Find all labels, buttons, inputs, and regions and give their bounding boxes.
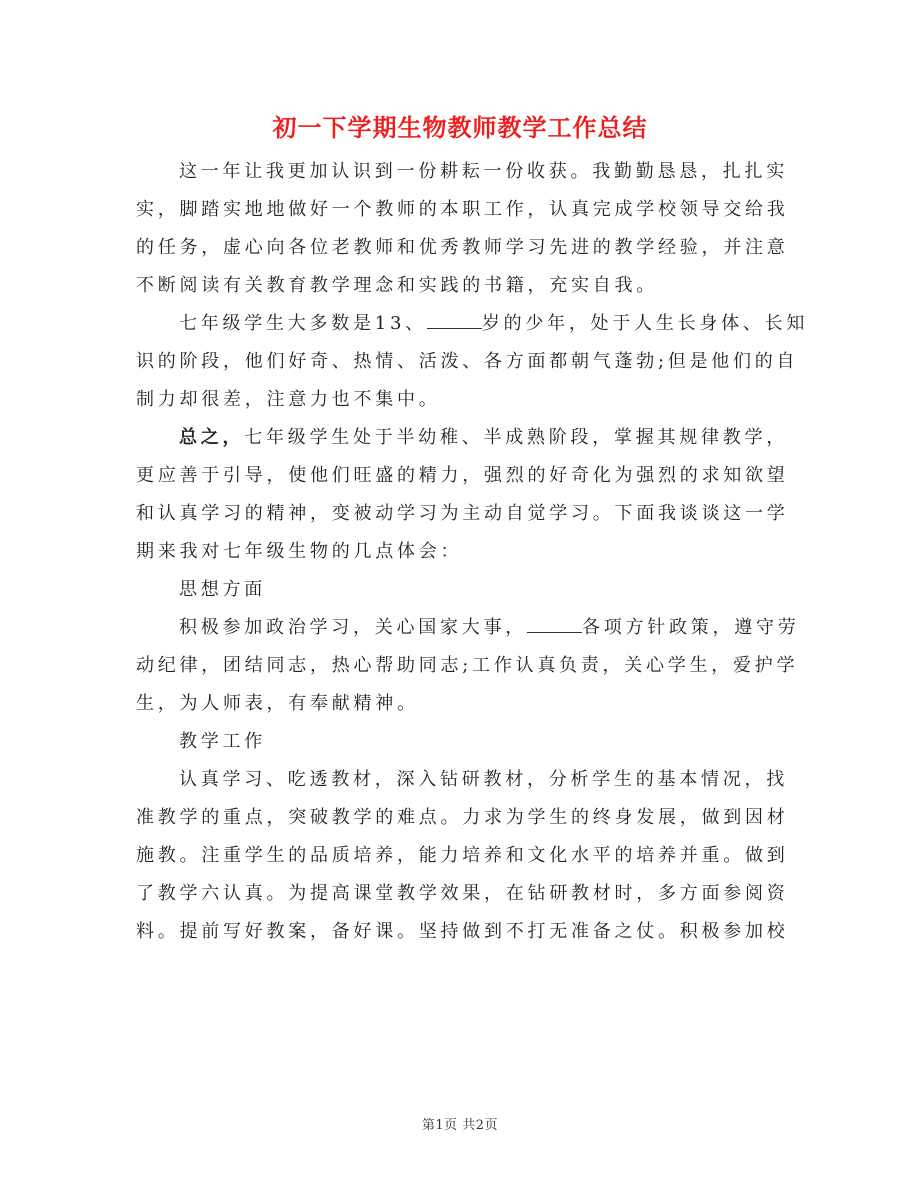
line-text: 准教学的重点，突破教学的难点。力求为学生的终身发展，做到因材 — [136, 807, 789, 828]
text-line — [136, 875, 789, 913]
text-line — [136, 913, 789, 951]
text-line — [136, 761, 788, 799]
text-line — [136, 647, 799, 685]
line-text: 这一年让我更加认识到一份耕耘一份收获。我勤勤恳恳，扎扎实 — [179, 161, 788, 182]
line-text: 期来我对七年级生物的几点体会： — [136, 541, 463, 562]
line-text: 积极参加政治学习，关心国家大事， — [179, 617, 527, 638]
text-line — [136, 381, 776, 419]
line-text: 七年级学生处于半幼稚、半成熟阶段，掌握其规律教学， — [244, 427, 788, 448]
text-line — [136, 685, 776, 723]
text-line — [136, 799, 789, 837]
line-text: 制力却很差，注意力也不集中。 — [136, 389, 441, 410]
text-line — [136, 305, 809, 343]
document-title: 初一下学期生物教师教学工作总结 — [272, 114, 648, 142]
line-text: 生，为人师表，有奉献精神。 — [136, 693, 419, 714]
text-line — [136, 419, 788, 457]
text-line — [136, 191, 789, 229]
text-line — [136, 609, 800, 647]
section-heading — [136, 571, 776, 609]
line-text: 的任务，虚心向各位老教师和优秀教师学习先进的教学经验，并注意 — [136, 237, 789, 258]
document-body — [136, 153, 809, 951]
text-line — [136, 267, 776, 305]
text-line — [136, 495, 789, 533]
line-text: 和认真学习的精神，变被动学习为主动自觉学习。下面我谈谈这一学 — [136, 503, 789, 524]
line-text: 实，脚踏实地地做好一个教师的本职工作，认真完成学校领导交给我 — [136, 199, 789, 220]
page-indicator: 第1页 共2页 — [421, 1118, 499, 1133]
line-text: 了教学六认真。为提高课堂教学效果，在钻研教材时，多方面参阅资 — [136, 883, 789, 904]
line-text: 更应善于引导，使他们旺盛的精力，强烈的好奇化为强烈的求知欲望 — [136, 465, 789, 486]
text-line — [136, 343, 799, 381]
line-text: 认真学习、吃透教材，深入钻研教材，分析学生的基本情况，找 — [179, 769, 788, 790]
line-text: 各项方针政策，遵守劳 — [582, 617, 800, 638]
line-text: 动纪律，团结同志，热心帮助同志;工作认真负责，关心学生，爱护学 — [136, 655, 799, 676]
bold-lead: 总之， — [179, 427, 245, 448]
heading-text: 教学工作 — [179, 731, 266, 752]
line-text: 岁的少年，处于人生长身体、长知 — [481, 313, 809, 334]
fill-blank — [427, 314, 482, 329]
text-line — [136, 229, 789, 267]
text-line — [136, 837, 789, 875]
fill-blank — [527, 618, 582, 633]
heading-text: 思想方面 — [179, 579, 266, 600]
text-line — [136, 457, 789, 495]
line-text: 不断阅读有关教育教学理念和实践的书籍，充实自我。 — [136, 275, 658, 296]
text-line — [136, 153, 788, 191]
line-text: 七年级学生大多数是13、 — [179, 313, 427, 334]
line-text: 料。提前写好教案，备好课。坚持做到不打无准备之仗。积极参加校 — [136, 921, 789, 942]
section-heading — [136, 723, 776, 761]
line-text: 识的阶段，他们好奇、热情、活泼、各方面都朝气蓬勃;但是他们的自 — [136, 351, 799, 372]
text-line — [136, 533, 776, 571]
line-text: 施教。注重学生的品质培养，能力培养和文化水平的培养并重。做到 — [136, 845, 789, 866]
